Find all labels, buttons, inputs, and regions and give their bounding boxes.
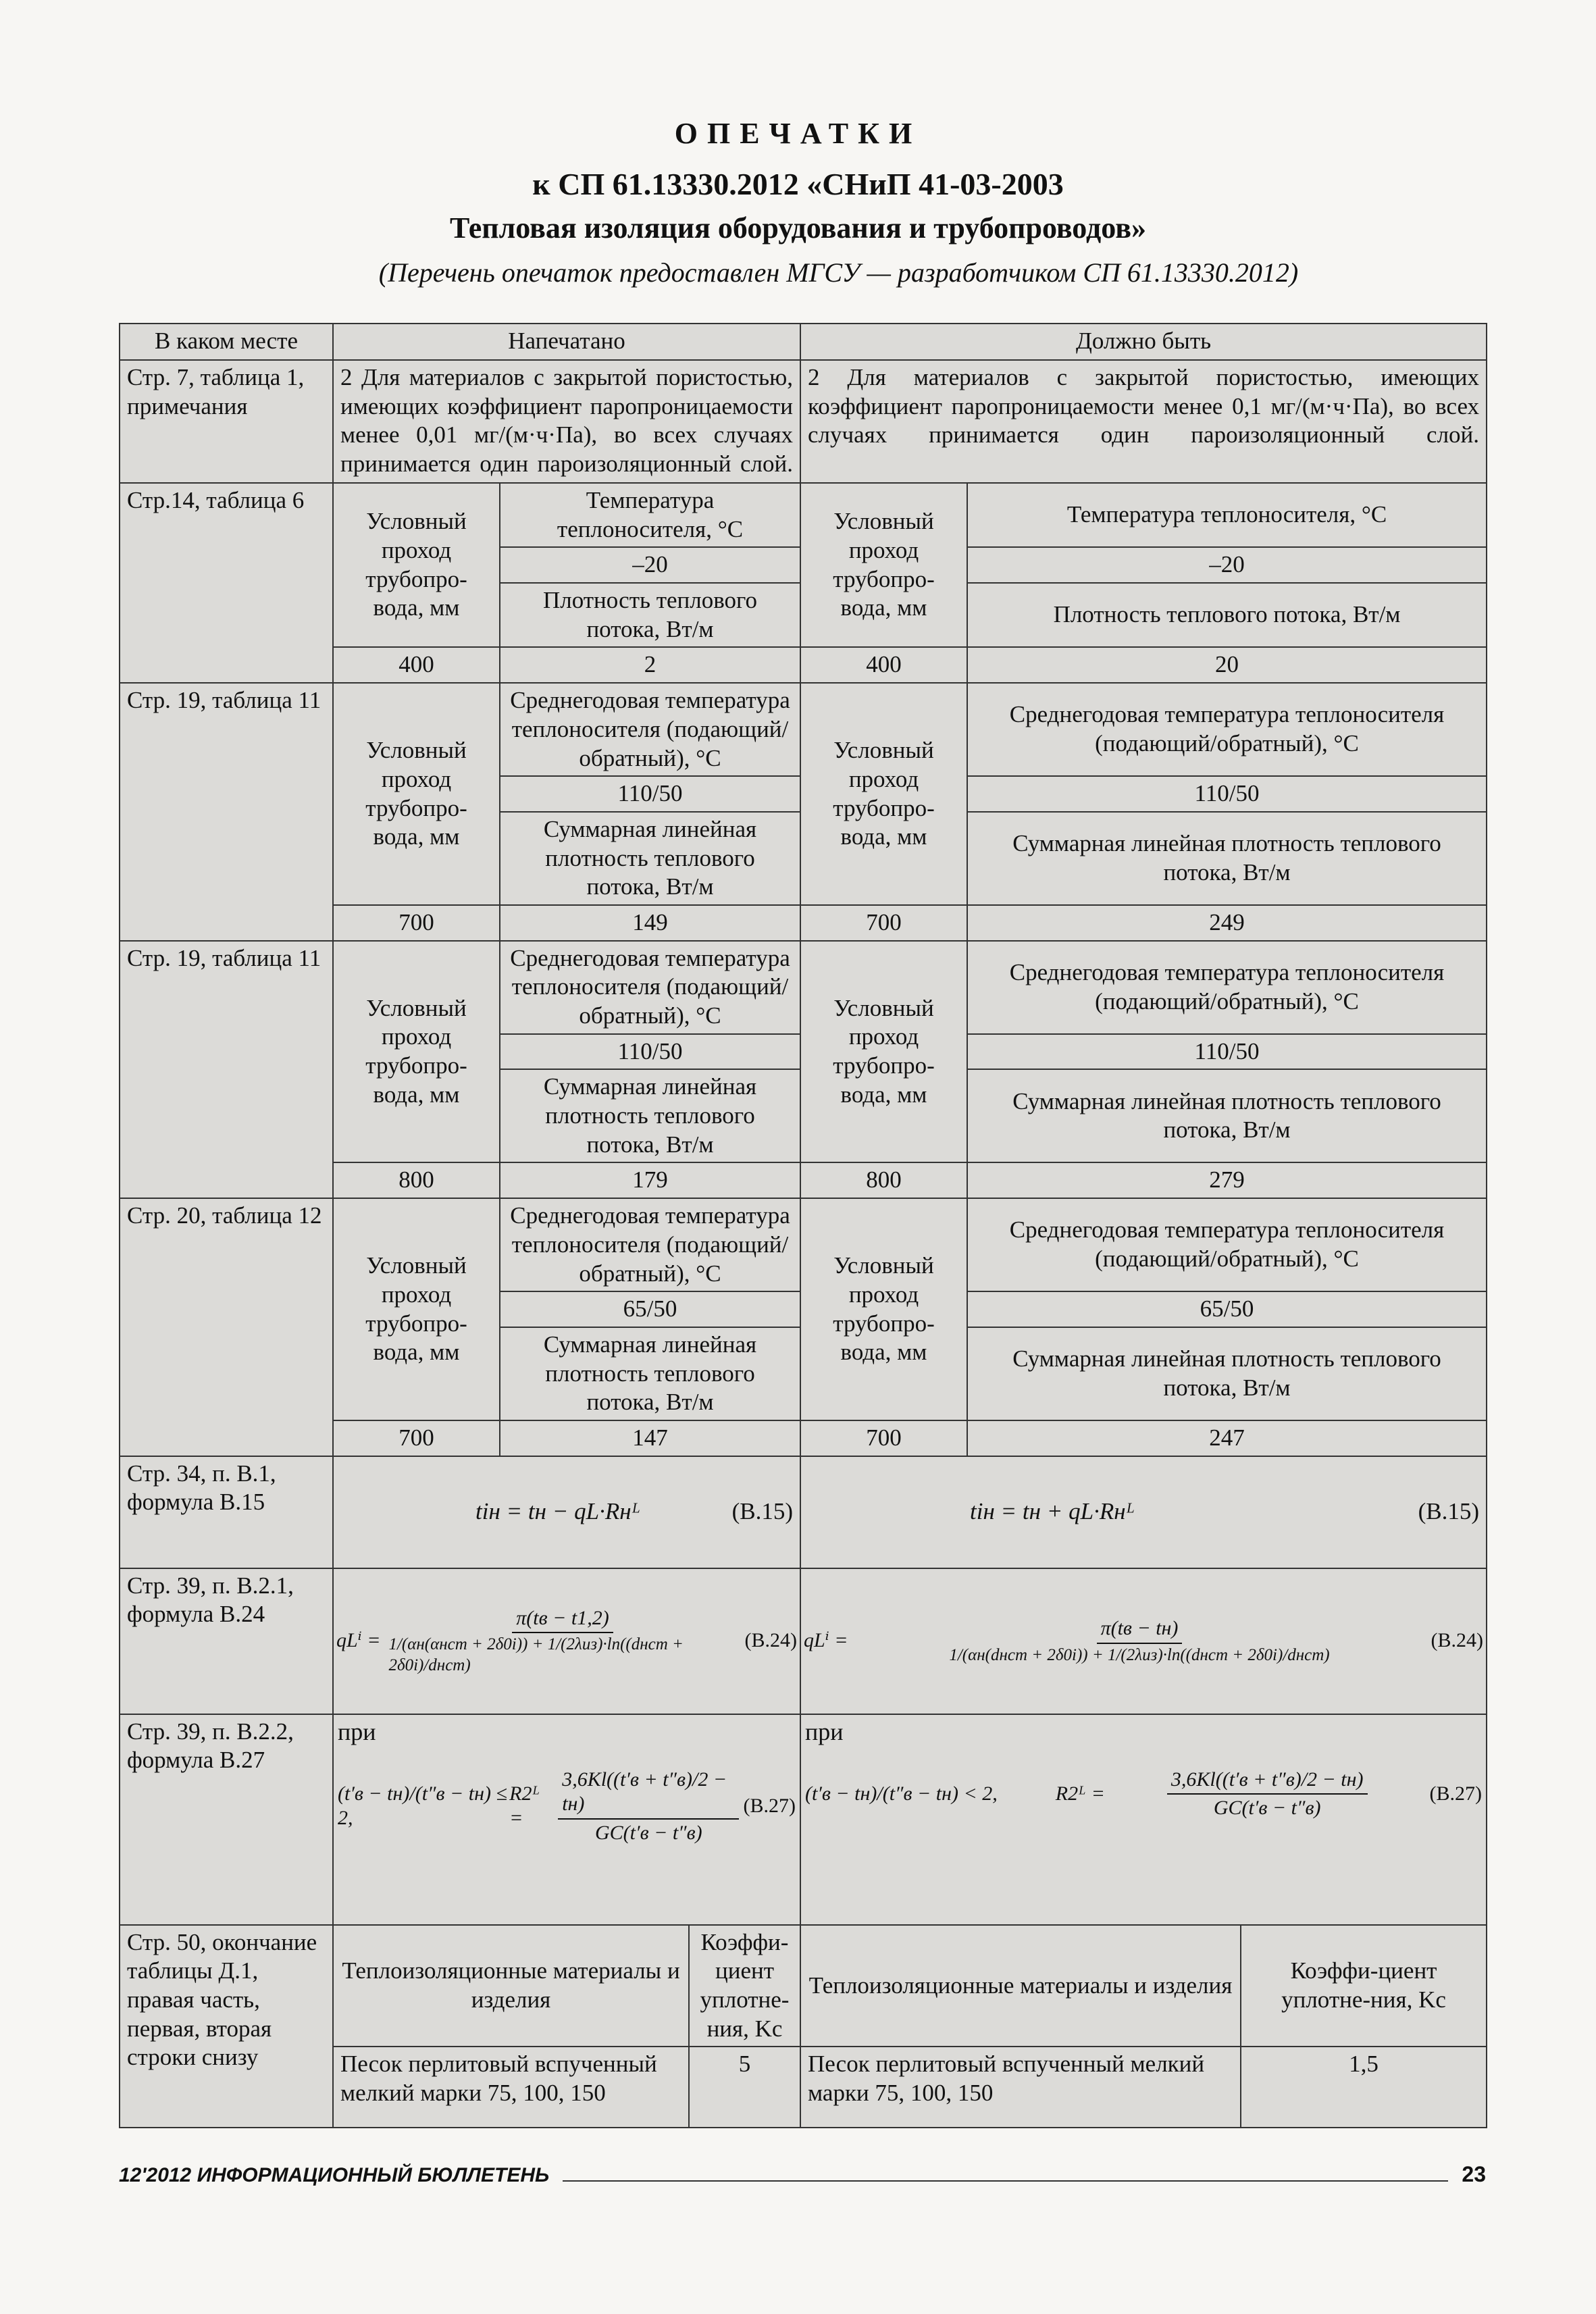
correct-flux-label: Плотность теплового потока, Вт/м bbox=[967, 583, 1487, 647]
table-row bbox=[120, 683, 1487, 776]
formula-denominator: 1/(αн(dнст + 2δ0i)) + 1/(2λиз)·ln((dнст + 2δ0i)/dнст) bbox=[949, 1645, 1330, 1664]
title-document: к СП 61.13330.2012 «СНиП 41-03-2003 bbox=[532, 167, 1064, 201]
formula-lhs: R2ᴸ = bbox=[1055, 1782, 1105, 1805]
correct-diameter: 400 bbox=[800, 647, 967, 683]
row-place: Стр. 19, таблица 11 bbox=[120, 941, 333, 1199]
correct-materials-header: Теплоизоляционные материалы и изделия bbox=[800, 1925, 1241, 2047]
formula-pri: при bbox=[805, 1718, 844, 1745]
printed-col-a: Условный проход трубопро-вода, мм bbox=[333, 1198, 500, 1420]
correct-temp-label: Температура теплоносителя, °С bbox=[967, 483, 1487, 547]
table-row bbox=[120, 1456, 1487, 1568]
row-place: Стр. 50, окончание таблицы Д.1, правая часть, первая, вторая строки снизу bbox=[120, 1925, 333, 2128]
errata-table bbox=[119, 323, 1487, 2128]
printed-coef-header: Коэффи-циент уплотне-ния, Kс bbox=[689, 1925, 800, 2047]
printed-diameter: 700 bbox=[333, 1420, 500, 1456]
printed-temp-label: Среднегодовая температура теплоносителя (подающий/обратный), °С bbox=[500, 1198, 800, 1291]
table-row bbox=[120, 360, 1487, 483]
correct-formula bbox=[800, 1568, 1487, 1714]
correct-temp-label: Среднегодовая температура теплоносителя (подающий/обратный), °С bbox=[967, 941, 1487, 1034]
page-number: 23 bbox=[1462, 2162, 1486, 2186]
printed-coef: 5 bbox=[689, 2047, 800, 2128]
correct-col-a: Условный проход трубопро-вода, мм bbox=[800, 1198, 967, 1420]
row-place: Стр. 34, п. В.1, формула В.15 bbox=[120, 1456, 333, 1568]
formula-numerator: 3,6Kl((t′в + t″в)/2 − tн) bbox=[558, 1768, 739, 1820]
footer-rule bbox=[563, 2180, 1448, 2182]
table-row bbox=[120, 941, 1487, 1034]
formula-text: tiн = tн − qL·Rнᴸ bbox=[475, 1498, 641, 1525]
correct-col-a: Условный проход трубопро-вода, мм bbox=[800, 683, 967, 905]
row-place: Стр. 19, таблица 11 bbox=[120, 683, 333, 941]
printed-materials-header: Теплоизоляционные материалы и изделия bbox=[333, 1925, 689, 2047]
table-row bbox=[120, 1568, 1487, 1714]
equation-number: (В.24) bbox=[1431, 1629, 1484, 1652]
printed-text: 2 Для материалов с закрытой пористостью, имеющих коэффициент паропроницаемости менее 0,01 мг/(м·ч·Па), во всех случаях принимается один пароизоляционный слой. bbox=[333, 360, 800, 483]
correct-diameter: 700 bbox=[800, 1420, 967, 1456]
correct-flux-label: Суммарная линейная плотность теплового потока, Вт/м bbox=[967, 812, 1487, 905]
printed-col-a: Условный проход трубопро-вода, мм bbox=[333, 683, 500, 905]
correct-flux-label: Суммарная линейная плотность теплового потока, Вт/м bbox=[967, 1069, 1487, 1162]
correct-flux-label: Суммарная линейная плотность теплового потока, Вт/м bbox=[967, 1327, 1487, 1420]
title-errata: ОПЕЧАТКИ bbox=[674, 117, 922, 150]
correct-temp-label: Среднегодовая температура теплоносителя (подающий/обратный), °С bbox=[967, 683, 1487, 776]
formula-numerator: 3,6Kl((t′в + t″в)/2 − tн) bbox=[1167, 1768, 1368, 1795]
correct-temp-value: 110/50 bbox=[967, 776, 1487, 812]
correct-material: Песок перлитовый вспученный мелкий марки 75, 100, 150 bbox=[800, 2047, 1241, 2128]
correct-formula bbox=[800, 1456, 1487, 1568]
correct-temp-label: Среднегодовая температура теплоносителя (подающий/обратный), °С bbox=[967, 1198, 1487, 1291]
row-place: Стр. 39, п. В.2.2, формула В.27 bbox=[120, 1714, 333, 1925]
formula-condition: (t′в − tн)/(t″в − tн) < 2, bbox=[805, 1782, 998, 1805]
printed-diameter: 800 bbox=[333, 1162, 500, 1198]
correct-temp-value: –20 bbox=[967, 547, 1487, 583]
title-document-name: Тепловая изоляция оборудования и трубопроводов» bbox=[450, 211, 1146, 245]
equation-number: (В.24) bbox=[744, 1629, 797, 1652]
col-header-printed: Напечатано bbox=[333, 324, 800, 360]
printed-flux-label: Суммарная линейная плотность теплового потока, Вт/м bbox=[500, 812, 800, 905]
printed-value: 2 bbox=[500, 647, 800, 683]
subtitle-source: (Перечень опечаток предоставлен МГСУ — разработчиком СП 61.13330.2012) bbox=[378, 257, 1299, 288]
correct-formula bbox=[800, 1714, 1487, 1925]
correct-temp-value: 65/50 bbox=[967, 1291, 1487, 1327]
printed-formula bbox=[333, 1456, 800, 1568]
formula-lhs: qLⁱ = bbox=[804, 1629, 848, 1652]
printed-material: Песок перлитовый вспученный мелкий марки 75, 100, 150 bbox=[333, 2047, 689, 2128]
correct-col-a: Условный проход трубопро-вода, мм bbox=[800, 941, 967, 1163]
table-row bbox=[120, 1925, 1487, 2047]
equation-number: (В.15) bbox=[1418, 1498, 1480, 1525]
row-place: Стр.14, таблица 6 bbox=[120, 483, 333, 683]
row-place: Стр. 20, таблица 12 bbox=[120, 1198, 333, 1456]
printed-value: 147 bbox=[500, 1420, 800, 1456]
formula-condition: (t′в − tн)/(t″в − tн) ≤ 2, bbox=[338, 1782, 507, 1830]
printed-temp-label: Среднегодовая температура теплоносителя (подающий/обратный), °С bbox=[500, 941, 800, 1034]
correct-coef: 1,5 bbox=[1241, 2047, 1487, 2128]
printed-diameter: 400 bbox=[333, 647, 500, 683]
row-place: Стр. 7, таблица 1, примечания bbox=[120, 360, 333, 483]
formula-pri: при bbox=[338, 1718, 376, 1745]
correct-col-a: Условный проход трубопро-вода, мм bbox=[800, 483, 967, 647]
correct-value: 247 bbox=[967, 1420, 1487, 1456]
table-row bbox=[120, 1714, 1487, 1925]
equation-number: (В.27) bbox=[743, 1795, 796, 1818]
table-header-row bbox=[120, 324, 1487, 360]
correct-value: 279 bbox=[967, 1162, 1487, 1198]
formula-denominator: GC(t′в − t″в) bbox=[1213, 1797, 1321, 1820]
formula-lhs: qLⁱ = bbox=[336, 1629, 381, 1652]
printed-col-a: Условный проход трубопро-вода, мм bbox=[333, 941, 500, 1163]
correct-diameter: 800 bbox=[800, 1162, 967, 1198]
printed-flux-label: Плотность теплового потока, Вт/м bbox=[500, 583, 800, 647]
formula-denominator: 1/(αн(αнст + 2δ0i)) + 1/(2λиз)·ln((dнст + 2δ0i)/dнст) bbox=[388, 1635, 684, 1674]
correct-value: 20 bbox=[967, 647, 1487, 683]
printed-temp-label: Среднегодовая температура теплоносителя (подающий/обратный), °С bbox=[500, 683, 800, 776]
correct-coef-header: Коэффи-циент уплотне-ния, Kс bbox=[1241, 1925, 1487, 2047]
printed-temp-value: 110/50 bbox=[500, 1034, 800, 1070]
table-row bbox=[120, 1198, 1487, 1291]
col-header-correct: Должно быть bbox=[800, 324, 1487, 360]
formula-denominator: GC(t′в − t″в) bbox=[595, 1821, 702, 1844]
equation-number: (В.27) bbox=[1429, 1782, 1483, 1805]
formula-text: tiн = tн + qL·Rнᴸ bbox=[970, 1498, 1135, 1525]
printed-temp-value: 110/50 bbox=[500, 776, 800, 812]
printed-temp-label: Температура теплоносителя, °С bbox=[500, 483, 800, 547]
correct-diameter: 700 bbox=[800, 905, 967, 941]
footer-publication: 12'2012 ИНФОРМАЦИОННЫЙ БЮЛЛЕТЕНЬ bbox=[119, 2164, 550, 2186]
correct-value: 249 bbox=[967, 905, 1487, 941]
printed-value: 179 bbox=[500, 1162, 800, 1198]
formula-numerator: π(tв − tн) bbox=[1097, 1616, 1183, 1644]
formula-numerator: π(tв − t1,2) bbox=[512, 1606, 613, 1634]
formula-lhs: R2ᴸ = bbox=[509, 1782, 540, 1830]
printed-temp-value: –20 bbox=[500, 547, 800, 583]
printed-formula bbox=[333, 1714, 800, 1925]
printed-formula bbox=[333, 1568, 800, 1714]
printed-col-a: Условный проход трубопро-вода, мм bbox=[333, 483, 500, 647]
printed-flux-label: Суммарная линейная плотность теплового потока, Вт/м bbox=[500, 1069, 800, 1162]
page-footer bbox=[119, 2160, 1486, 2187]
correct-temp-value: 110/50 bbox=[967, 1034, 1487, 1070]
col-header-place: В каком месте bbox=[120, 324, 333, 360]
printed-temp-value: 65/50 bbox=[500, 1291, 800, 1327]
printed-value: 149 bbox=[500, 905, 800, 941]
printed-flux-label: Суммарная линейная плотность теплового потока, Вт/м bbox=[500, 1327, 800, 1420]
equation-number: (В.15) bbox=[731, 1498, 793, 1525]
correct-text: 2 Для материалов с закрытой пористостью, имеющих коэффициент паропроницаемости менее 0,1 мг/(м·ч·Па), во всех случаях принимается один пароизоляционный слой. bbox=[800, 360, 1487, 483]
printed-diameter: 700 bbox=[333, 905, 500, 941]
row-place: Стр. 39, п. В.2.1, формула В.24 bbox=[120, 1568, 333, 1714]
table-row bbox=[120, 483, 1487, 547]
